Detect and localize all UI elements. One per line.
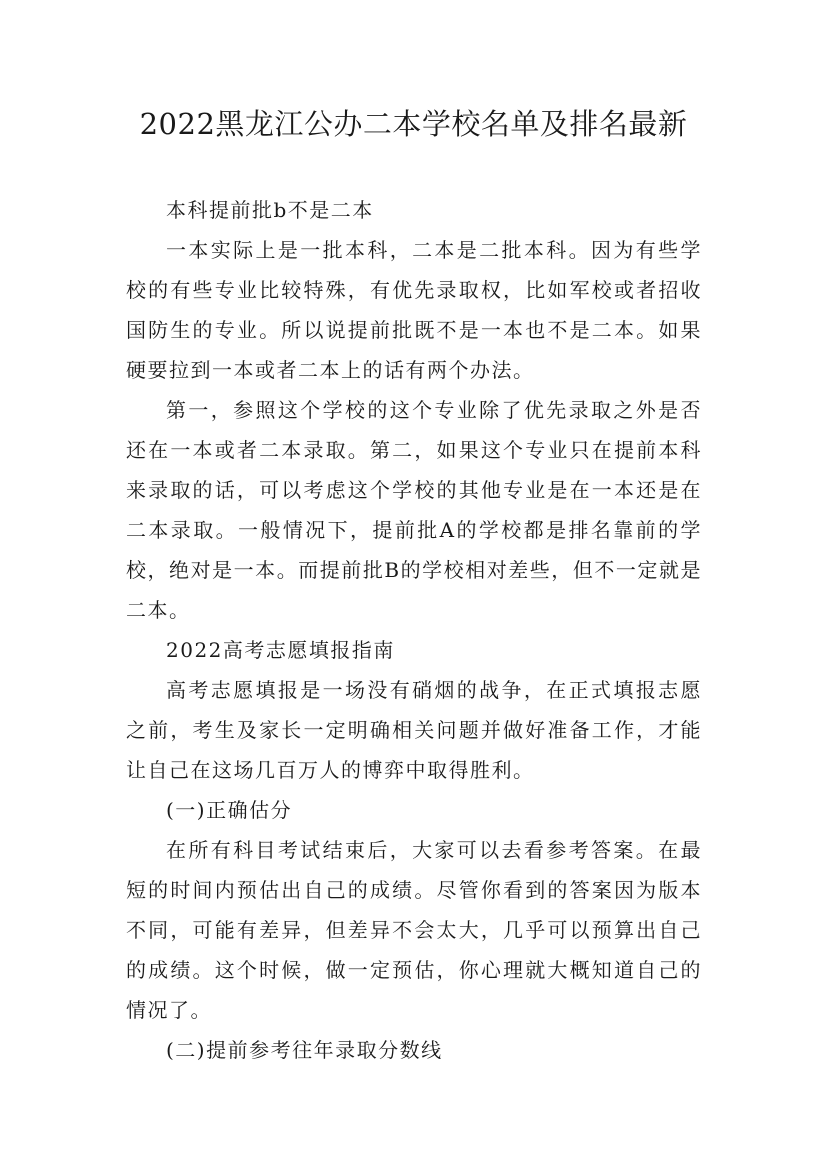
paragraph-heading-past-scores: (二)提前参考往年录取分数线 — [166, 1038, 443, 1062]
document-title: 2022黑龙江公办二本学校名单及排名最新 — [139, 107, 688, 141]
paragraph-heading-guide: 2022高考志愿填报指南 — [166, 638, 395, 662]
paragraph-guide-intro: 高考志愿填报是一场没有硝烟的战争，在正式填报志愿之前，考生及家长一定明确相关问题并做好准备工作，才能让自己在这场几百万人的博弈中取得胜利。 — [126, 678, 702, 782]
paragraph-two-methods: 第一，参照这个学校的这个专业除了优先录取之外是否还在一本或者二本录取。第二，如果这个专业只在提前本科来录取的话，可以考虑这个学校的其他专业是在一本还是在二本录取。一般情况下，提前批A的学校都是排名靠前的学校，绝对是一本。而提前批B的学校相对差些，但不一定就是二本。 — [126, 398, 702, 622]
paragraph-yiben-erben: 一本实际上是一批本科，二本是二批本科。因为有些学校的有些专业比较特殊，有优先录取权，比如军校或者招收国防生的专业。所以说提前批既不是一本也不是二本。如果硬要拉到一本或者二本上的话有两个办法。 — [126, 238, 702, 382]
document-body — [126, 190, 702, 1070]
paragraph-heading-tiqianpi: 本科提前批b不是二本 — [166, 198, 374, 222]
paragraph-estimate: 在所有科目考试结束后，大家可以去看参考答案。在最短的时间内预估出自己的成绩。尽管你看到的答案因为版本不同，可能有差异，但差异不会太大，几乎可以预算出自己的成绩。这个时候，做一定预估，你心理就大概知道自己的情况了。 — [126, 838, 702, 1022]
paragraph-heading-estimate: (一)正确估分 — [166, 798, 293, 822]
